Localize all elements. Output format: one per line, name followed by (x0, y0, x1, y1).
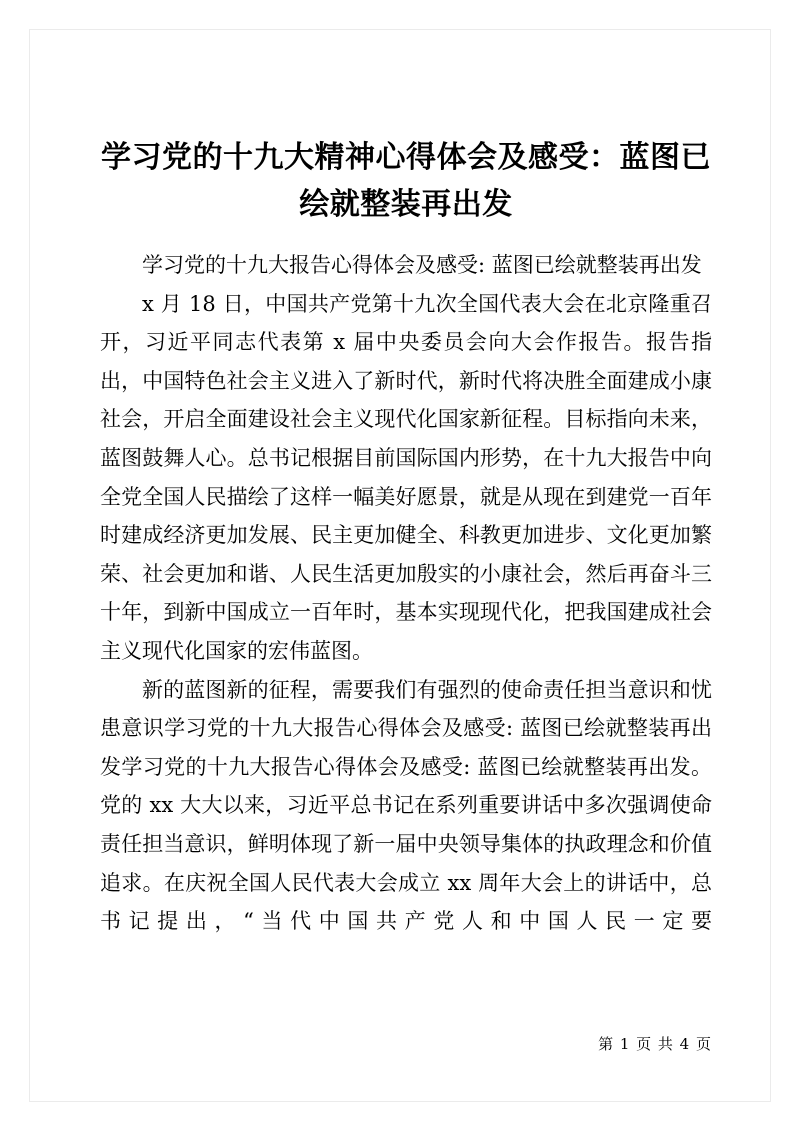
document-body (100, 246, 712, 941)
paragraph-intro: 学习党的十九大报告心得体会及感受: 蓝图已绘就整装再出发 (142, 253, 702, 277)
page-footer (598, 1034, 712, 1054)
paragraph-new-blueprint: 新的蓝图新的征程，需要我们有强烈的使命责任担当意识和忧患意识学习党的十九大报告心得体会及感受: 蓝图已绘就整装再出发学习党的十九大报告心得体会及感受: 蓝图已绘就整装再出发。党的 xx 大大以来，习近平总书记在系列重要讲话中多次强调使命责任担当意识，鲜明体现了新一届中央领导集体的执政理念和价值追求。在庆祝全国人民代表大会成立 xx 周年大会上的讲话中，总书记提出，“当代中国共产党人和中国人民一定要 (100, 677, 712, 934)
document-content (100, 134, 712, 941)
document-title: 学习党的十九大精神心得体会及感受：蓝图已绘就整装再出发 (101, 140, 711, 222)
page-number-label: 第 1 页 共 4 页 (598, 1035, 712, 1053)
paragraph-report-summary: x 月 18 日，中国共产党第十九次全国代表大会在北京隆重召开，习近平同志代表第 x 届中央委员会向大会作报告。报告指出，中国特色社会主义进入了新时代，新时代将决胜全面建成小康社会，开启全面建设社会主义现代化国家新征程。目标指向未来，蓝图鼓舞人心。总书记根据目前国际国内形势，在十九大报告中向全党全国人民描绘了这样一幅美好愿景，就是从现在到建党一百年时建成经济更加发展、民主更加健全、科教更加进步、文化更加繁荣、社会更加和谐、人民生活更加殷实的小康社会，然后再奋斗三十年，到新中国成立一百年时，基本实现现代化，把我国建成社会主义现代化国家的宏伟蓝图。 (100, 291, 712, 663)
